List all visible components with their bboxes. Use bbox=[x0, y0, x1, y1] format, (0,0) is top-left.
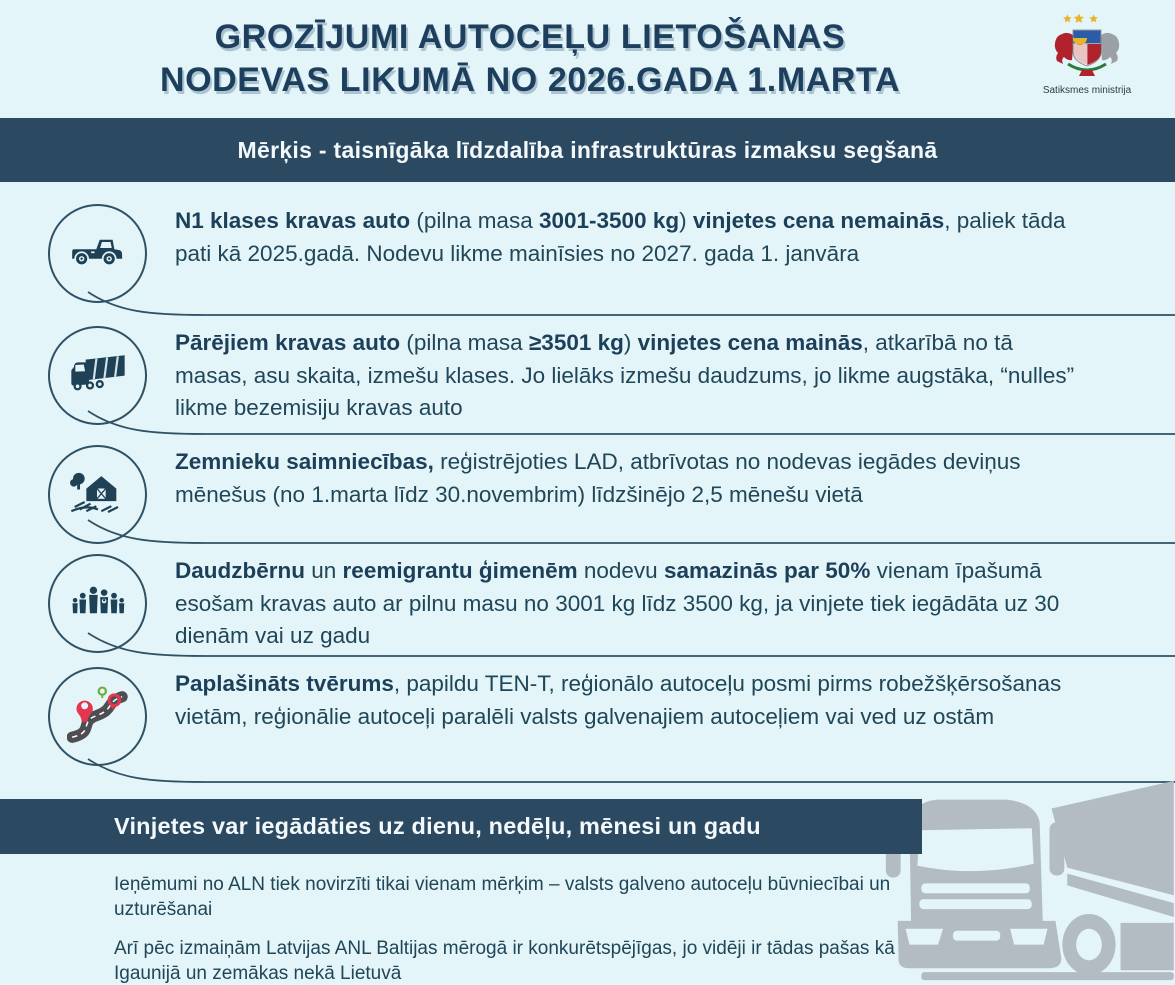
item-text: Paplašināts tvērums, papildu TEN-T, reģionālo autoceļu posmi pirms robežšķērsošanas vietām, reģionālie autoceļi paralēli valsts galvenajiem autoceļiem vai ved uz ostām bbox=[175, 671, 1062, 729]
item-separator-line bbox=[0, 290, 1175, 320]
ministry-logo bbox=[1033, 12, 1141, 96]
footnote-revenue: Ieņēmumi no ALN tiek novirzīti tikai vienam mērķim – valsts galveno autoceļu būvniecībai un uzturēšanai bbox=[114, 874, 891, 920]
icon-circle bbox=[48, 204, 147, 303]
item-separator-line bbox=[0, 631, 1175, 661]
page-title-line2: NODEVAS LIKUMĀ NO 2026.GADA 1.MARTA bbox=[159, 61, 901, 99]
road-map-icon bbox=[67, 685, 129, 748]
list-item-heavy-trucks bbox=[0, 320, 1175, 439]
list-item-farms bbox=[0, 439, 1175, 548]
page-title-line1: GROZĪJUMI AUTOCEĻU LIETOŠANAS bbox=[214, 18, 846, 56]
purchase-banner bbox=[0, 799, 922, 854]
ministry-logo-caption: Satiksmes ministrija bbox=[1042, 85, 1132, 96]
cargo-truck-icon bbox=[66, 352, 130, 399]
footnote-baltic-comparison: Arī pēc izmaiņām Latvijas ANL Baltijas mērogā ir konkurētspējīgas, jo vidēji ir tādas pašas kā Igaunijā un zemākas nekā Lietuvā bbox=[114, 938, 895, 984]
goal-banner-text: Mērķis - taisnīgāka līdzdalība infrastruktūras izmaksu segšanā bbox=[237, 136, 938, 163]
items-list bbox=[0, 198, 1175, 787]
footnotes bbox=[114, 872, 926, 985]
item-text: Daudzbērnu un reemigrantu ģimenēm nodevu samazinās par 50% vienam īpašumā esošam kravas auto ar pilnu masu no 3001 kg līdz 3500 kg, ja vinjete tiek iegādāta uz 30 dienām vai uz gadu bbox=[175, 558, 1060, 648]
family-icon bbox=[69, 584, 127, 623]
item-icon-col bbox=[0, 198, 145, 303]
item-text: Pārējiem kravas auto (pilna masa ≥3501 kg) vinjetes cena mainās, atkarībā no tā masas, asu skaita, izmešu klases. Jo lielāks izmešu daudzums, jo likme augstāka, “nulles” likme bezemisiju kravas auto bbox=[175, 330, 1075, 420]
item-icon-col bbox=[0, 661, 145, 766]
item-text: Zemnieku saimniecības, reģistrējoties LAD, atbrīvotas no nodevas iegādes deviņus mēnešus (no 1.marta līdz 30.novembrim) līdzšinējo 2,5 mēnešu vietā bbox=[175, 449, 1021, 507]
list-item-expanded-scope bbox=[0, 661, 1175, 787]
item-separator-line bbox=[0, 409, 1175, 439]
purchase-banner-text: Vinjetes var iegādāties uz dienu, nedēļu, mēnesi un gadu bbox=[114, 813, 761, 839]
ministry-coat-of-arms-icon bbox=[1033, 12, 1141, 84]
pickup-truck-icon bbox=[67, 233, 129, 274]
page-title bbox=[0, 16, 1060, 102]
item-separator-line bbox=[0, 518, 1175, 548]
icon-circle bbox=[48, 667, 147, 766]
list-item-families bbox=[0, 548, 1175, 661]
item-text: N1 klases kravas auto (pilna masa 3001-3500 kg) vinjetes cena nemainās, paliek tāda pati kā 2025.gadā. Nodevu likme mainīsies no 2027. gada 1. janvāra bbox=[175, 208, 1066, 266]
goal-banner bbox=[0, 118, 1175, 182]
list-item-n1-trucks bbox=[0, 198, 1175, 320]
farm-icon bbox=[68, 469, 128, 520]
